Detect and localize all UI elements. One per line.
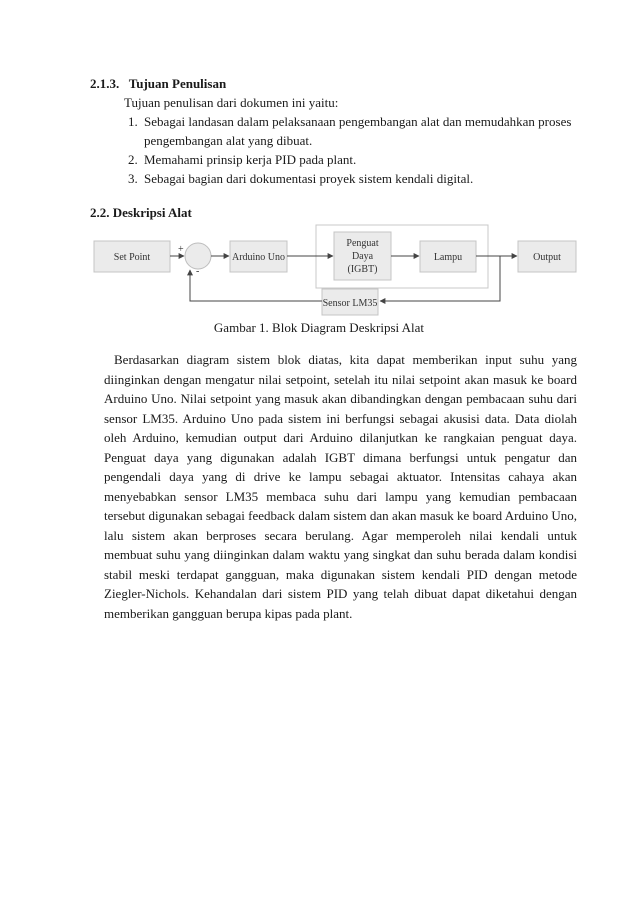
arrow-sensor-to-sum bbox=[190, 270, 322, 301]
sensor-label: Sensor LM35 bbox=[322, 298, 378, 309]
section-title: Tujuan Penulisan bbox=[128, 76, 227, 91]
list-item-number: 2. bbox=[128, 152, 138, 167]
list-item-text: Sebagai landasan dalam pelaksanaan pengembangan alat dan memudahkan proses pengembangan alat yang dibuat. bbox=[144, 114, 572, 148]
amplifier-label-line3: (IGBT) bbox=[347, 264, 378, 275]
block-diagram bbox=[0, 0, 638, 340]
minus-sign: - bbox=[196, 266, 200, 277]
list-item-text: Sebagai bagian dari dokumentasi proyek sistem kendali digital. bbox=[144, 171, 474, 186]
lamp-label: Lampu bbox=[433, 252, 463, 263]
list-item-number: 1. bbox=[128, 114, 138, 129]
output-label: Output bbox=[533, 252, 561, 263]
set-point-label: Set Point bbox=[113, 252, 151, 263]
list-item-number: 3. bbox=[128, 171, 138, 186]
list-item-text: Memahami prinsip kerja PID pada plant. bbox=[144, 152, 357, 167]
figure-caption: Gambar 1. Blok Diagram Deskripsi Alat bbox=[213, 320, 425, 335]
plus-sign: + bbox=[178, 244, 184, 255]
section-intro: Tujuan penulisan dari dokumen ini yaitu: bbox=[124, 95, 339, 110]
section-number: 2.1.3. bbox=[90, 76, 120, 91]
body-paragraph: Berdasarkan diagram sistem blok diatas, kita dapat memberikan input suhu yang diinginkan dengan mengatur nilai setpoint, setelah itu nilai setpoint akan masuk ke board Arduino Uno. Nilai setpoint yang masuk akan dibandingkan dengan pembacaan suhu dari sensor LM35. Arduino Uno pada sistem ini berfungsi sebagai akusisi data. Data diolah oleh Arduino, kemudian output dari Arduino dilanjutkan ke rangkaian penguat daya. Penguat daya yang digunakan adalah IGBT dimana berfungsi untuk pengatur dan pengendali daya yang di drive ke lampu sebagai aktuator. Intensitas cahaya akan menyebabkan sensor LM35 membaca suhu dari lampu yang kemudian pembacaan tersebut digunakan sebagai feedback dalam sistem dan akan masuk ke board Arduino Uno, lalu sistem akan berproses secara berulang. Agar memperoleh nilai kendali untuk membuat suhu yang diinginkan dalam waktu yang singkat dan suhu berada dalam kondisi stabil meski terdapat gangguan, maka digunakan sistem kendali PID dengan metode Ziegler-Nichols. Kehandalan dari sistem PID yang telah dibuat dapat diketahui dengan memberikan gangguan berupa kipas pada plant. bbox=[104, 352, 577, 621]
arduino-label: Arduino Uno bbox=[231, 252, 286, 263]
amplifier-label-line2: Daya bbox=[351, 251, 374, 262]
amplifier-label-line1: Penguat bbox=[346, 238, 379, 249]
section-heading-2-2: 2.2. Deskripsi Alat bbox=[90, 205, 192, 220]
